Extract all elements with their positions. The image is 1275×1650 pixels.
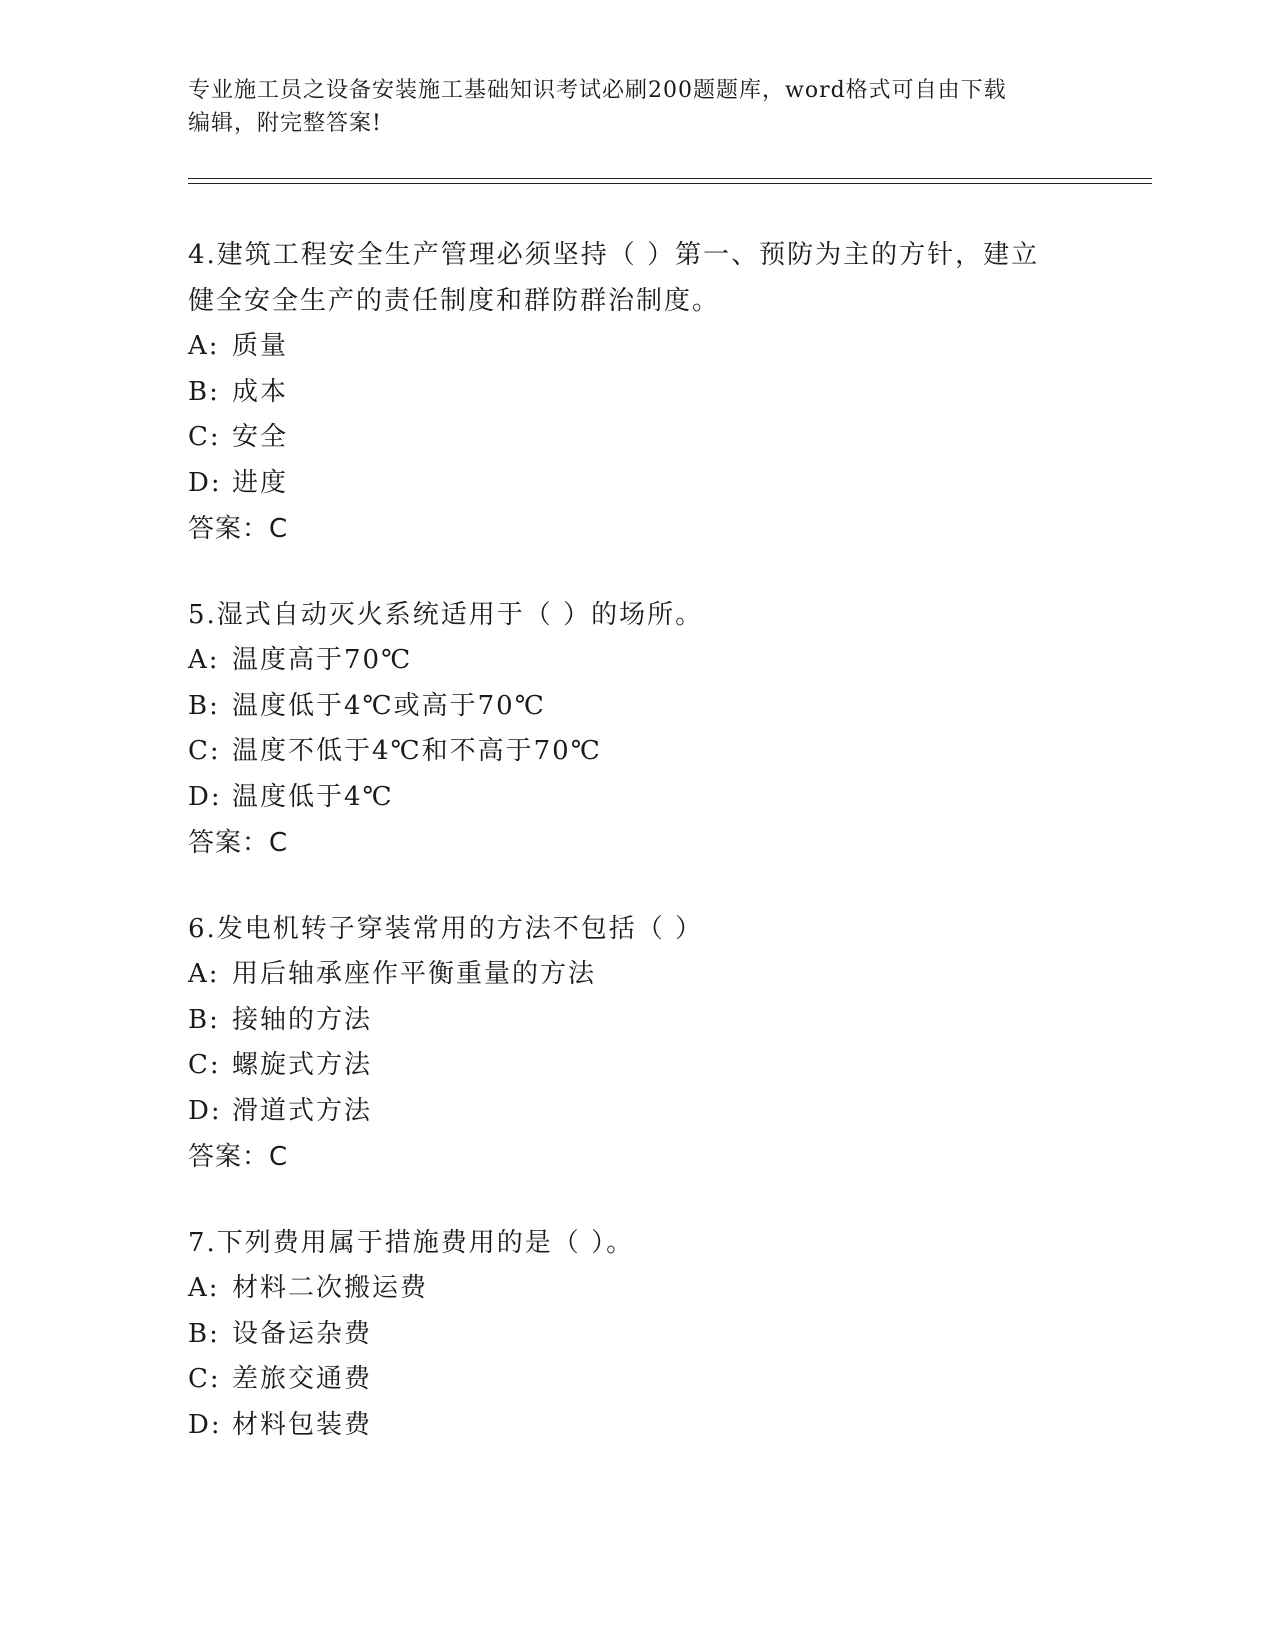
option-text: 进度: [232, 467, 289, 498]
option-letter: B:: [188, 1318, 220, 1349]
header-divider-bottom: [188, 183, 1152, 184]
option-text: 接轴的方法: [232, 1004, 373, 1035]
option-text: 温度低于4℃: [232, 781, 394, 812]
option-text: 温度低于4℃或高于70℃: [232, 690, 546, 721]
question-6: [188, 906, 1088, 1180]
answer-line: 答案：C: [188, 514, 289, 544]
option-c: [188, 729, 1088, 775]
answer-line: 答案：C: [188, 1142, 289, 1172]
option-b: [188, 684, 1088, 730]
option-letter: C:: [188, 422, 221, 452]
option-letter: C:: [188, 1050, 221, 1080]
option-text: 温度不低于4℃和不高于70℃: [232, 736, 602, 766]
option-letter: C:: [188, 1364, 221, 1394]
option-b: [188, 1312, 1088, 1358]
question-7: [188, 1220, 1088, 1448]
option-letter: D:: [188, 1095, 222, 1126]
option-c: [188, 1043, 1088, 1089]
option-letter: B:: [188, 690, 220, 721]
option-a: [188, 638, 1088, 684]
question-5: [188, 592, 1088, 866]
option-d: [188, 775, 1088, 821]
header-divider-top: [188, 178, 1152, 179]
option-letter: A:: [188, 331, 220, 361]
option-text: 用后轴承座作平衡重量的方法: [232, 959, 597, 989]
option-b: [188, 998, 1088, 1044]
answer-line: 答案：C: [188, 828, 289, 858]
question-stem: 5.湿式自动灭火系统适用于（ ）的场所。: [188, 600, 704, 630]
option-letter: A:: [188, 1273, 220, 1303]
option-a: [188, 952, 1088, 998]
document-header: [188, 74, 1088, 140]
option-a: [188, 324, 1088, 370]
option-text: 螺旋式方法: [232, 1050, 373, 1080]
option-d: [188, 461, 1088, 507]
option-letter: D:: [188, 781, 222, 812]
option-text: 材料二次搬运费: [232, 1273, 429, 1303]
question-stem: 6.发电机转子穿装常用的方法不包括（ ）: [188, 914, 704, 944]
option-letter: B:: [188, 376, 220, 407]
option-text: 设备运杂费: [232, 1318, 373, 1349]
header-line-1: 专业施工员之设备安装施工基础知识考试必刷200题题库，word格式可自由下载: [188, 78, 1007, 103]
option-b: [188, 370, 1088, 416]
option-text: 差旅交通费: [232, 1364, 373, 1394]
option-text: 成本: [232, 376, 289, 407]
option-text: 质量: [232, 331, 289, 361]
option-text: 温度高于70℃: [232, 645, 413, 675]
option-letter: A:: [188, 959, 220, 989]
option-c: [188, 1357, 1088, 1403]
option-d: [188, 1403, 1088, 1449]
option-a: [188, 1266, 1088, 1312]
question-stem: 7.下列费用属于措施费用的是（ ）。: [188, 1228, 635, 1258]
question-stem: 4.建筑工程安全生产管理必须坚持（ ）第一、预防为主的方针，建立: [188, 240, 1040, 270]
question-list: [188, 232, 1088, 1488]
question-stem-continued: 健全安全生产的责任制度和群防群治制度。: [188, 286, 721, 316]
option-letter: D:: [188, 1409, 222, 1440]
option-c: [188, 415, 1088, 461]
option-letter: B:: [188, 1004, 220, 1035]
option-d: [188, 1089, 1088, 1135]
header-line-2: 编辑，附完整答案!: [188, 111, 382, 136]
option-text: 材料包装费: [232, 1409, 373, 1440]
option-text: 滑道式方法: [232, 1095, 373, 1126]
option-letter: C:: [188, 736, 221, 766]
option-text: 安全: [232, 422, 289, 452]
question-4: [188, 232, 1088, 552]
option-letter: A:: [188, 645, 220, 675]
option-letter: D:: [188, 467, 222, 498]
